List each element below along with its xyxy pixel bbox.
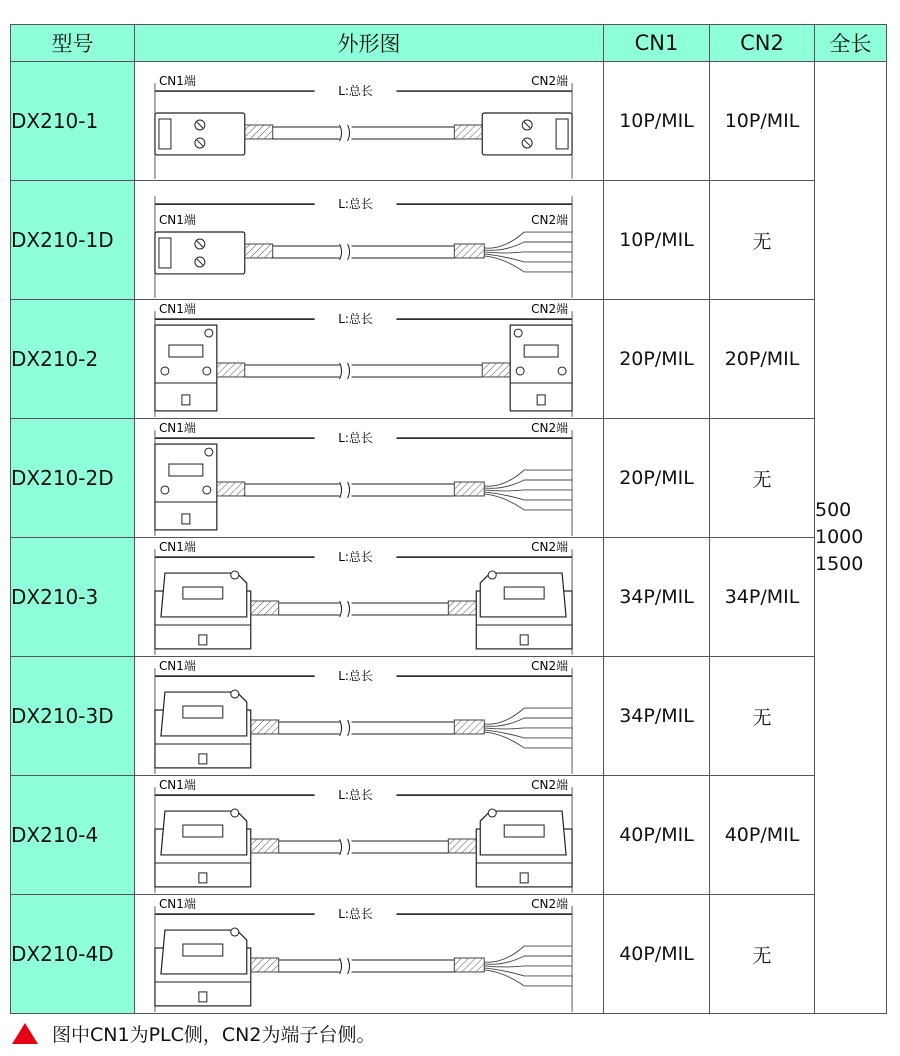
cable-diagram [135,539,603,655]
cn1-connector-icon [155,809,251,887]
cn2-end-label: CN2端 [531,778,569,793]
table-row [11,657,887,776]
cn2-end-label: CN2端 [531,74,569,89]
table-row [11,776,887,895]
cable-diagram [135,777,603,893]
table-row [11,62,887,181]
model-cell: DX210-3 [11,538,135,657]
cn2-end-label: CN2端 [531,421,569,436]
footnote [12,1020,375,1047]
cn1-end-label: CN1端 [158,897,196,912]
cable-diagram [135,182,603,298]
cn1-cell: 10P/MIL [604,181,710,300]
cn1-cell: 40P/MIL [604,895,710,1014]
model-cell: DX210-1 [11,62,135,181]
cn2-end-label: CN2端 [531,302,569,317]
cn2-end-label: CN2端 [531,540,569,555]
total-length-label: L:总长 [338,550,373,565]
shape-cell [135,62,604,181]
cn1-cell: 10P/MIL [604,62,710,181]
cn1-connector-icon [155,444,217,530]
shape-cell [135,895,604,1014]
warning-triangle-icon [12,1023,38,1044]
header-shape: 外形图 [135,25,604,62]
cable-diagram [135,896,603,1012]
cn2-connector-icon [510,325,572,411]
total-length-label: L:总长 [338,197,373,212]
model-cell: DX210-2 [11,300,135,419]
model-cell: DX210-3D [11,657,135,776]
header-cn1: CN1 [604,25,710,62]
footnote-text: 图中CN1为PLC侧，CN2为端子台侧。 [52,1024,376,1046]
cn1-end-label: CN1端 [158,302,196,317]
cn2-end-label: CN2端 [531,659,569,674]
cn2-cell: 无 [710,657,815,776]
shape-cell [135,419,604,538]
cn1-end-label: CN1端 [158,74,196,89]
cn2-cell: 无 [710,181,815,300]
cn2-cell: 40P/MIL [710,776,815,895]
header-model: 型号 [11,25,135,62]
total-length-label: L:总长 [338,312,373,327]
cn1-connector-icon [155,113,245,155]
cn2-cell: 10P/MIL [710,62,815,181]
length-value: 500 [815,499,852,521]
header-row [11,25,887,62]
shape-cell [135,538,604,657]
header-cn2: CN2 [710,25,815,62]
table-row [11,538,887,657]
model-cell: DX210-1D [11,181,135,300]
cn1-cell: 20P/MIL [604,300,710,419]
cn2-end-label: CN2端 [531,213,569,228]
cn1-connector-icon [155,690,251,768]
cn1-connector-icon [155,325,217,411]
table-row [11,300,887,419]
header-length: 全长 [815,25,887,62]
cn1-cell: 34P/MIL [604,657,710,776]
cn1-cell: 40P/MIL [604,776,710,895]
cn1-end-label: CN1端 [158,421,196,436]
shape-cell [135,657,604,776]
cn1-end-label: CN1端 [158,659,196,674]
model-cell: DX210-4D [11,895,135,1014]
model-cell: DX210-4 [11,776,135,895]
cn1-end-label: CN1端 [158,213,196,228]
cn2-end-label: CN2端 [531,897,569,912]
total-length-label: L:总长 [338,84,373,99]
total-length-label: L:总长 [338,788,373,803]
cn2-connector-icon [482,113,572,155]
length-cell [815,62,887,1014]
total-length-label: L:总长 [338,669,373,684]
cable-diagram [135,420,603,536]
length-value: 1500 [815,553,864,575]
cn1-end-label: CN1端 [158,540,196,555]
length-value: 1000 [815,526,864,548]
model-cell: DX210-2D [11,419,135,538]
cn2-cell: 34P/MIL [710,538,815,657]
cn2-connector-icon [476,809,572,887]
table-row [11,181,887,300]
cn2-connector-icon [476,571,572,649]
total-length-label: L:总长 [338,431,373,446]
total-length-label: L:总长 [338,907,373,922]
cable-diagram [135,301,603,417]
table-row [11,895,887,1014]
cn1-connector-icon [155,571,251,649]
cable-diagram [135,658,603,774]
cn1-cell: 34P/MIL [604,538,710,657]
cn1-connector-icon [155,928,251,1006]
cn2-cell: 无 [710,895,815,1014]
spec-table [10,24,887,1014]
cable-diagram [135,63,603,179]
cn2-cell: 无 [710,419,815,538]
shape-cell [135,776,604,895]
cn1-end-label: CN1端 [158,778,196,793]
cn1-cell: 20P/MIL [604,419,710,538]
table-row [11,419,887,538]
shape-cell [135,300,604,419]
cn1-connector-icon [155,232,245,274]
shape-cell [135,181,604,300]
cn2-cell: 20P/MIL [710,300,815,419]
